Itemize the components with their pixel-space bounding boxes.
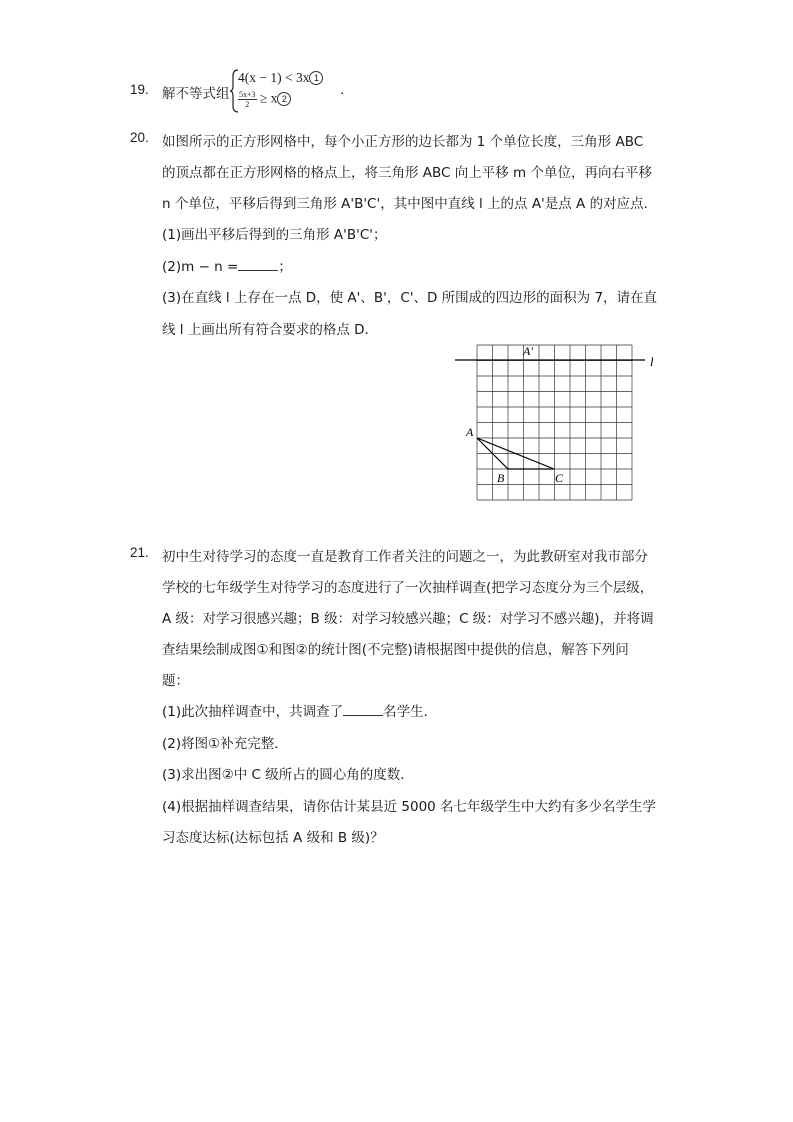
q21-line-3: A 级：对学习很感兴趣；B 级：对学习较感兴趣；C 级：对学习不感兴趣)，并将调: [162, 611, 654, 627]
circled-number-1: 1: [309, 71, 323, 85]
q19-number: 19.: [130, 82, 149, 97]
q21-sub-2: (2)将图①补充完整．: [162, 736, 288, 752]
inequality-2: [238, 90, 291, 109]
q21-sub-4-line-1: (4)根据抽样调查结果，请你估计某县近 5000 名七年级学生中大约有多少名学生学: [162, 799, 657, 815]
inequality-2-text: ≥ x: [256, 90, 278, 106]
label-a-prime: A': [523, 344, 533, 358]
q21-line-4: 查结果绘制成图①和图②的统计图(不完整)请根据图中提供的信息，解答下列问: [162, 642, 629, 658]
q21-sub-1: [162, 700, 437, 720]
q20-line-3: n 个单位，平移后得到三角形 A'B'C'，其中图中直线 l 上的点 A'是点 A 的对应点．: [162, 196, 658, 212]
grid-figure: [450, 340, 670, 505]
answer-blank: [238, 270, 278, 271]
fraction: [238, 90, 257, 109]
label-l: l: [650, 354, 654, 369]
circled-number-2: 2: [277, 92, 291, 106]
q20-sub-1: (1)画出平移后得到的三角形 A'B'C'；: [162, 227, 387, 243]
q19-prompt: 解不等式组: [162, 86, 230, 102]
q21-line-1: 初中生对待学习的态度一直是教育工作者关注的问题之一，为此教研室对我市部分: [162, 549, 648, 565]
q20-number: 20.: [130, 130, 149, 145]
label-c: C: [555, 471, 564, 485]
q21-number: 21.: [130, 545, 149, 560]
q21-line-2: 学校的七年级学生对待学习的态度进行了一次抽样调查(把学习态度分为三个层级，: [162, 580, 654, 596]
q21-sub-1-prefix: (1)此次抽样调查中，共调查了: [162, 704, 344, 720]
q20-sub-2: [162, 255, 292, 275]
q20-sub-3-line-1: (3)在直线 l 上存在一点 D，使 A'、B'，C'、D 所围成的四边形的面积为 7，请在直: [162, 290, 658, 306]
q21-line-5: 题：: [162, 673, 189, 689]
inequality-1-text: 4(x − 1) < 3x: [238, 70, 310, 85]
q21-sub-1-suffix: 名学生．: [383, 704, 438, 720]
label-a: A: [466, 425, 474, 439]
fraction-denominator: 2: [245, 100, 250, 109]
answer-blank: [343, 715, 383, 716]
q20-sub-2-suffix: ；: [278, 259, 292, 275]
label-b: B: [497, 471, 505, 485]
q20-sub-3-line-2: 线 l 上画出所有符合要求的格点 D．: [162, 322, 379, 338]
q20-sub-2-prefix: (2)m − n =: [162, 259, 239, 275]
inequality-1: [238, 70, 323, 86]
q20-line-1: 如图所示的正方形网格中，每个小正方形的边长都为 1 个单位长度，三角形 ABC: [162, 134, 644, 150]
q21-sub-4-line-2: 习态度达标(达标包括 A 级和 B 级)？: [162, 830, 384, 846]
q21-sub-3: (3)求出图②中 C 级所占的圆心角的度数．: [162, 767, 414, 783]
q20-line-2: 的顶点都在正方形网格的格点上，将三角形 ABC 向上平移 m 个单位，再向右平移: [162, 165, 653, 181]
q19-tail: .: [340, 82, 345, 98]
fraction-numerator: 5x+3: [239, 90, 256, 99]
